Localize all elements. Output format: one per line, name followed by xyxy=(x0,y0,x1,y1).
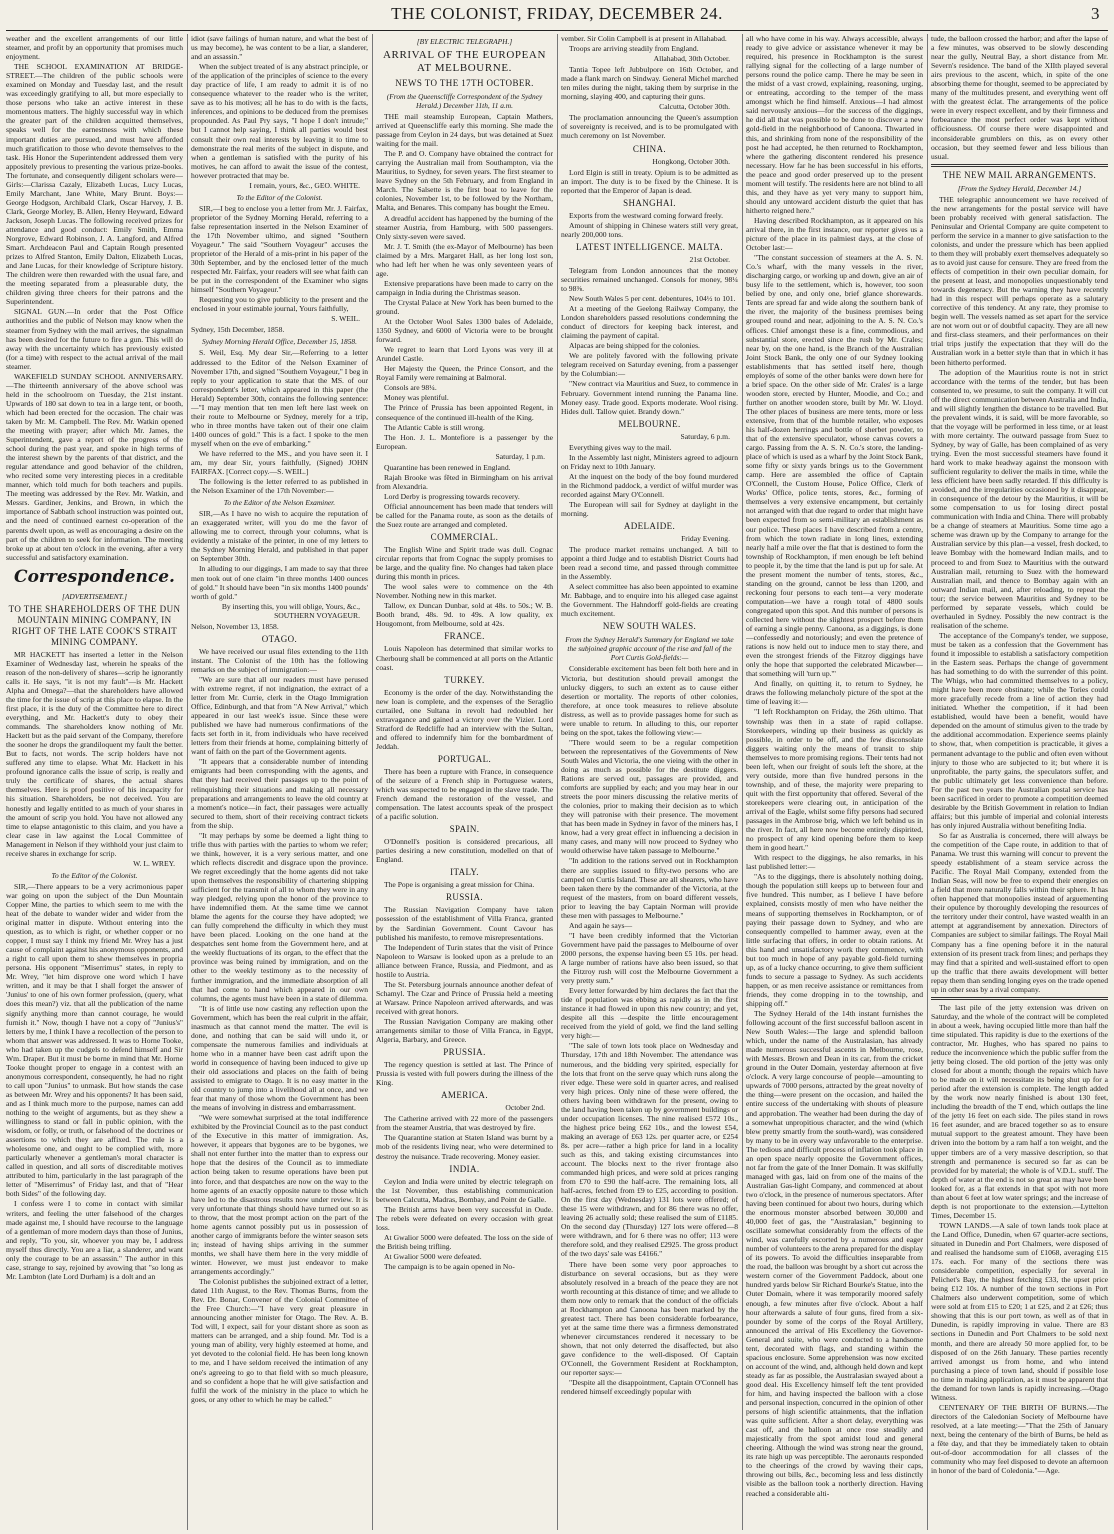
article-paragraph: "In addition to the rations served out in Rockhampton there are supplies issued to fifty-two persons who are camped on Curtis Island. These are all shearers, who have been taken there by the commander of the Victoria, at the request of the masters, from on board different vessels, prior to leaving the bay Captain Norman will provide these men with passages to Melbourne." xyxy=(561,856,738,920)
article-paragraph: A select committee has also been appointed to examine Mr. Babbage, and to enquire into his alleged case against the Government. The Hahndorff gold-fields are creating much excitement. xyxy=(561,582,738,619)
article-paragraph: Ceylon and India were united by electric telegraph on the 1st November, thus establishing communication between Calcutta, Madras, Bombay, and Point de Galle. xyxy=(376,1176,553,1204)
article-paragraph: "The constant succession of steamers at the A. S. N. Co.'s wharf, with the many vessels in the river, discharging cargo, or working up and down, give an air of busy life to the settlement, which is, however, too soon belied by one, and only one, brief glance shorewards. Tents are spread far and wide along the southern bank of the river, the majority of the business premises being grouped round and near, adjoining to the A. S. N. Co.'s offices. Chief amongst these is a fine, commodious, and substantial store, erected since the rush by Mr. Crales; near by, on the one hand, is the Branch of the Australian Joint Stock Bank, the only one of our Sydney looking establishments that has settled itself here, though employés of some of the other banks were down here for a brief space. On the other side of Mr. Crales' is a large wooden store, erected by Hunter, Moodie, and Co.; and further on another wooden store, built by Mr. W. Lloyd. The other places of business are mere tents, more or less extensive, from that of the humble retailer, who exposes his half-dozen herrings and bottle of sherbet powder, to that of the extensive speculator, whose canvas covers a cargo. Passing from the A. S. N. Co.'s store, the landing-place of which is used as a wharf by the Joint Stock Bank, some fifty or sixty yards brings us to the Government camp. Here are assembled the office of Captain O'Connell, the Custom House, Police Office, Clerk of Works' Office, police tents, stores, &c., forming of themselves a very extensive encampment, but certainly not arranged with that due regard to order that might have been expected from so semi-military an establishment as our police. These places I have described from a centre, from which the town radiate in long lines, extending nearly half a mile over the flat that is destined to form the township of Rockhampton, if men enough be left behind to people it, by the time that the land is put up for sale. At the present moment the number of tents, stores, &c., standing on the ground, cannot be less than 1200, and reckoning four persons to each tent—a very moderate computation—we have a rough total of 4800 souls congregated upon this spot. And this number of persons is collected here without the slightest prospect before them of earning a single penny. Canoona, as a diggings, is done—confessedly and notoriously; and even the pretence of rations is now held out to induce men to stay there, and even the strongest friends of the Fitzroy diggings have only the hope that supported the celebrated Micawber—that something will 'turn up.'" xyxy=(746,253,923,679)
signature-line: Saturday, 6 p.m. xyxy=(680,431,730,441)
article-heading: To the Editor of the Colonist. xyxy=(51,870,138,880)
article-paragraph: Quarantine has been renewed in England. xyxy=(384,462,511,472)
article-paragraph: MR HACKETT has inserted a letter in the Nelson Examiner of Wednesday last, wherein he speaks of the reason of the non-delivery of shares—scrip he ignorantly calls it. He says, "it is not my fault"—is Mr. Hackett Alpha and Omega?—that the shareholders have allowed the time for the issue of scrip at this place to elapse. In the first place, it is the duty of the Committee here to direct everything, and Mr. Hackett's duty to obey their commands. The shareholders know nothing of Mr. Hackett but as the paid servant of the Company, therefore the sooner he drops the grandiloquent my fault the better. But to facts, not words. The scrip holders have not suffered any time to elapse. What Mr. Hackett in his profound ignorance calls the issue of scrip, is really and truly the certificate of shares, the actual shares themselves. Here is proof positive of his incapacity for his situation. Shareholders, be not deceived. You are honestly and legally entitled to as much of your shares in the amount of scrip you hold. You have not allowed any time to elapse antagonistic to this claim, and you have a clear case in law against the Local Committee of Management in Nelson if they withhold your just claim to receive shares in exchange for scrip. xyxy=(6,649,183,858)
article-paragraph: And again he says— xyxy=(569,920,633,930)
article-paragraph: The produce market remains unchanged. A bill to appoint a third Judge and to establish District Courts had been read a second time, and passed through committee in the Assembly. xyxy=(561,545,738,582)
article-heading: PRUSSIA. xyxy=(443,1047,486,1058)
article-paragraph: "As to the diggings, there is absolutely nothing doing, though the population still keeps up to between four and five hundred. This number, as I believe I have before explained, consists mostly of men who have neither the means of supporting themselves in Rockhampton, or of paying their passage down to Sydney, and who are consequently compelled to hammer away, even at the little surfacing that offers, in order to obtain rations. At this hand and unsatisfactory work they commence, with but too much in hope of any payable gold-field turning up, as of a lucky chance occurring, to give them sufficient funds to secure a passage to Sydney. As such accidents happen, or as men receive assistance or remittances from friends, they come dropping in to the township, and shipping off." xyxy=(746,872,923,1008)
signature-line: Allahabad, 30th October. xyxy=(653,54,730,64)
signature-line: October 2nd. xyxy=(505,1103,545,1113)
article-heading: LATEST INTELLIGENCE. MALTA. xyxy=(575,241,724,252)
article-heading: Sydney Morning Herald Office, December 15, 1858. xyxy=(202,337,357,347)
article-paragraph: The adoption of the Mauritius route is not in strict accordance with the terms of the tender, but has been consented to, we presume, to suit the company. It will cut off the direct communication between Australia and India, and will slightly lengthen the distance to be travelled. But the prevalent winds, it is said, will be more favorable, so that the voyage will be performed in less time, or at least with more certainty. The outward passage from Suez to Sydney, by way of Galle, has been complained of as very trying. Even the most successful steamers have found it hard work to make headway against the monsoon with sufficient regularity to deliver the mails in time, while the less efficient have been sadly retarded. If this difficulty is avoided, and the irregularities occasioned by it disappear, in consequence of the detour by the Mauritius, it will be some compensation to us for losing direct postal communication with India and China. There will probably be a change of steamers at Mauritius. Some time ago a scheme was drawn up by the Company to arrange for the Australian service by this plan—a vessel, fresh docked, to leave Bombay with the homeward Indian mails, and to proceed to and from Suez to Mauritius with the outward Australian mail, returning to Suez with the homeward Australian mail, and thence to Bombay again with an outward Indian mail, and, after reloading, to repeat the tour; the service between Mauritius and Sydney to be performed by separate vessels, which could be overhauled in Sydney. Possibly the new contract is the realisation of the scheme. xyxy=(931,367,1108,630)
article-paragraph: Tantia Topee left Jubbulpore on 16th October, and made a flank march on Sindway. General Michel marched ten miles during the night, taking them by surprise in the morning, slaying 400, and capturing their guns. xyxy=(561,65,738,102)
article-paragraph: Everything gives way to the mail. xyxy=(569,442,672,452)
article-paragraph: "New contract via Mauritius and Suez, to commence in February. Government intend running the Panama line. Money easy. Trade good. Exports moderate. Wool rising. Hides dull. Tallow quiet. Brandy down." xyxy=(561,379,738,416)
column-divider xyxy=(187,34,188,1530)
article-heading: RUSSIA. xyxy=(445,892,484,903)
article-heading: To the Editor of the Colonist. xyxy=(236,192,323,202)
article-heading: TO THE SHAREHOLDERS OF THE DUN MOUNTAIN MINING COMPANY, IN RIGHT OF THE LATE COOK'S STRAIT MINING COMPANY. xyxy=(8,603,181,647)
article-paragraph: The Independent of Turin states that the visit of Prince Napoleon to Warsaw is looked upon as a prelude to an alliance between France, Russia, and Piedmont, and as hostile to Austria. xyxy=(376,942,553,979)
article-paragraph: In the Assembly last night, Ministers agreed to adjourn on Friday next to 10th January. xyxy=(561,452,738,471)
article-paragraph: The Catherine arrived with 22 more of the passengers from the steamer Austria, that was destroyed by fire. xyxy=(376,1114,553,1133)
article-paragraph: SIGNAL GUN.—In order that the Post Office authorities and the public of Nelson may know when the steamer from Sydney with the mail arrives, the signalman has been desired for the future to fire a gun. This will do away with the uncertainty which has previously existed (for a time) with respect to the actual arrival of the mail steamer. xyxy=(6,307,183,371)
article-heading: (From the Queenscliffe Correspondent of the Sydney Herald.) December 11th, 11 a.m. xyxy=(386,92,543,110)
article-paragraph: "The sale of town lots took place on Wednesday and Thursday, 17th and 18th November. The attendance was numerous, and the bidding very spirited, especially for the lots that front on the serve quay which runs along the river edge. These were sold in quarter acres, and realised very high prices. Only nine of these were offered, the others having been withdrawn for the present, owing to the land having been taken up by government buildings or under occupation licenses. The nine realised £572 10s., the highest price being £62 10s., and the lowest £54, making an average of £63 12s. per quarter acre, or £254 8s. per acre—rather a high price for land in a locality such as this, and taking existing circumstances into account. The blocks next to the river frontage also commanded high prices, and were sold at prices ranging from £70 to £90 the half-acre. The remaining lots, all half-acres, fetched from £9 to £25, according to position. On the first day (Wednesday) 131 lots were offered; of these 15 were withdrawn, and for 86 there was no offer, leaving 26 actually sold; these realised the sum of £1185. On the second day (Thursday) 127 lots were offered—8 were withdrawn, and for 6 there was no offer; 113 were therefore sold, and they realised £2925. The gross product of the two days' sale was £4166." xyxy=(561,1041,738,1259)
article-paragraph: At the inquest on the body of the boy found murdered in the Richmond paddock, a verdict of wilful murder was recorded against Mary O'Connell. xyxy=(561,471,738,499)
section-heading: Correspondence. xyxy=(14,566,175,587)
article-paragraph: weather and the excellent arrangements of our little steamer, and profit by an opportunity that promises much enjoyment. xyxy=(6,34,183,62)
article-paragraph: "We are sure that all our readers must have perused with extreme regret, if not indignation, the extract of a letter from Mr. Currie, clerk in the Otago Immigration Office, Edinburgh, and that from "A New Arrival," which appeared in our last week's issue. Since these were published we have had numerous confirmations of the facts set forth in it, from individuals who have received letters from their friends at home, complaining bitterly of want of faith on the part of the Government agents. xyxy=(191,674,368,757)
article-paragraph: S. Weil, Esq. My dear Sir,—Referring to a letter addressed to the Editor of the Nelson Examiner of November 17th, and signed "Southern Voyageur," I beg in reply to your application to state that the MS. of our correspondent's letter, which appeared in this paper (the Herald) September 30th, contains the following sentence:—"I may mention that ten men left here last week on their route to Melbourne or Sydney, merely for a trip, who in three months have taken out of their one claim 1400 ounces of gold." This is a fact. I spoke to the men myself when on the eve of embarking." xyxy=(191,348,368,448)
article-heading: PORTUGAL. xyxy=(437,753,492,764)
article-paragraph: "We were somewhat surprised at the total indifference exhibited by the Provincial Council as to the past conduct of the Executive in this matter of immigration. As, however, it appears that bygones are to be bygones, we shall not enter further into the matter than to express our hope that the desires of the Council as to immediate action being taken to resume operations have been put into force, and that despatches are now on the way to the home agents of an exactly opposite nature to those which have led to the disastrous results now under review. It is very unfortunate that things should have turned out so as to throw, that the most prompt action on the part of the home agents cannot possibly put us in possession of another cargo of immigrants before the winter season sets in; instead of having ships arriving in the summer months, we shall have them here in the very middle of winter. However, we must just endeavor to make arrangements accordingly." xyxy=(191,1113,368,1276)
article-heading: ARRIVAL OF THE EUROPEAN AT MELBOURNE. xyxy=(382,49,547,74)
article-paragraph: The British arms have been very successful in Oude. The rebels were defeated on every occasion with great loss. xyxy=(376,1204,553,1232)
article-paragraph: Her Majesty the Queen, the Prince Consort, and the Royal Family were remaining at Balmoral. xyxy=(376,364,553,383)
column-divider xyxy=(742,34,743,1530)
article-paragraph: "It appears that a considerable number of intending emigrants had been corresponding with the agents, and that they had received their passages up to the point of relinquishing their situations and making all necessary preparations and arrangements to leave the old country at a moment's notice—in fact, their passages were actually secured to them, short of their receiving contract tickets from the ship. xyxy=(191,757,368,830)
article-paragraph: At Gwalior 5000 were defeated. xyxy=(384,1251,482,1261)
article-paragraph: The regency question is settled at last. The Prince of Prussia is vested with full powers during the illness of the King. xyxy=(376,1060,553,1088)
article-paragraph: The Sydney Herald of the 14th instant furnishes the following account of the first successful balloon ascent in New South Wales:—The large and splendid balloon which, under the name of the Australasian, has already made numerous successful ascents in Melbourne, rose, with Messrs. Brown and Dean in its car, from the cricket ground in the Outer Domain, yesterday afternoon at five o'clock. A very large concourse of people—amounting to upwards of 7000 persons, attracted by the great novelty of the thing—were present on the occasion, and hailed the entire success of the undertaking with shouts of pleasure and approbation. The weather had been during the day of a somewhat unpropitious character, and the wind (which blew pretty smartly from the south-ward), was considered by many to be in every way unfavorable to the enterprise. The tedious and difficult process of inflation took place in an open space nearly opposite the Government offices, not far from the gate of the Inner Domain. It was skilfully managed with gas, laid on from one of the mains of the Australian Gas-light Company, and commenced at about two o'clock, in the presence of numerous spectators. After having been continued for about two hours, during which the enormous monster absorbed between 30,000 and 40,000 feet of gas, the "Australasian," beginning to oscillate somewhat considerably from the effects of the wind, was carefully escorted by a numerous and eager number of volunteers to the arena prepared for the display of its powers. To avoid the difficulties inseparable from the road, the balloon was brought by a short cut across the western corner of the Government Paddock, about one hundred yards below Sir Richard Bourke's Statue, into the Outer Domain, where it was temporarily moored safely enough, a few minutes after five o'clock. About a half hour afterwards a salute of four guns, fired from a six-pounder by some of the corps of the Royal Artillery, announced the arrival of His Excellency the Governor-General and suite, who were conducted to a handsome tent, decorated with flags, and standing within the spacious enclosure. Some apprehension was now excited on account of the wind, and, although held down and kept steady as far as possible, the Australasian swayed about a good deal. His Excellency himself left the tent provided for him, and having inspected the balloon with a close and personal inspection, concurred in the opinion of other persons of high scientific attainments, that the inflation was quite sufficient. After a short delay, everything was cast off, and the balloon at once rose steadily and majestically from the spot amidst loud and general cheering. Although the wind was strong near the ground, its rate high up was perceptible. The aeronauts responded to the cheerings of the crowd by waving their caps, throwing out bills, &c., becoming less and less distinctly visible as the balloon took a northerly direction. Having reached a considerable alti- xyxy=(746,1009,923,1498)
article-heading: OTAGO. xyxy=(261,633,298,644)
article-paragraph: The P. and O. Company have obtained the contract for carrying the Australian mail from Southampton, via the Mauritius, to Sydney, for seven years. The first steamer to leave Sydney on the 5th February, and from England in March. The Salsette is the first boat to leave for the colonies, November 1st, to be followed by the Northam, Malta, and Benares. This company has bought the Emeu. xyxy=(376,149,553,213)
article-paragraph: Consols are 98¼. xyxy=(384,383,437,393)
masthead xyxy=(0,4,1114,30)
article-paragraph: Considerable excitement has been felt both here and in Victoria, but destitution should prevail amongst the unlucky diggers, to such an extent as to cause either desertion or mortality. The reports of other colonies, therefore, at once took measures to relieve absolute distress, as well as to provide passages home for such as were unable to return. In alluding to this, our reporter being on the spot, takes the following view:— xyxy=(561,664,738,737)
article-paragraph: The Pope is organising a great mission for China. xyxy=(384,880,535,890)
article-paragraph: Tallow, ex Duncan Dunbar, sold at 48s. to 50s.; W. B. Booth brand, 48s. 9d. to 49s. A low quality, ex Hougomont, from Melbourne, sold at 42s. xyxy=(376,601,553,629)
article-paragraph: Lord Elgin is still in treaty. Opium is to be admitted as an import. The duty is to be fixed by the Chinese. It is reported that the Emperor of Japan is dead. xyxy=(561,167,738,195)
article-paragraph: And finally, on quitting it, to return to Sydney, he draws the following melancholy picture of the spot at the time of leaving it:— xyxy=(746,679,923,707)
column-3 xyxy=(376,34,553,1530)
article-paragraph: The European will sail for Sydney at daylight in the morning. xyxy=(561,499,738,519)
article-paragraph: "I left Rockhampton on Friday, the 26th ultimo. That township was then in a state of rapid collapse. Storekeepers, winding up their business as quickly as possible, in order to be off, and the few disconsolate diggers waiting only the means of transit to ship themselves to more promising regions. Their tents had not been left, when our freight of souls left the shore, at the very outside, more than five hundred persons in the township, and of these, the majority were preparing to quit with the first opportunity that offered. Several of the storekeepers were clearing out, in anticipation of the arrival of the Eagle, whilst some fifty persons had secured passages in the Ambrose brig, which we left behind us in the river. In fact, all here now become entirely dispirited, no prospect of any kind opening before them to keep them in good heart." xyxy=(746,707,923,853)
article-heading: NEW SOUTH WALES. xyxy=(602,621,697,632)
article-paragraph: Extensive preparations have been made to carry on the campaign in India during the Christmas season. xyxy=(376,278,553,297)
signature-line: By inserting this, you will oblige, Yours, &c., SOUTHERN VOYAGEUR. xyxy=(221,601,360,620)
article-paragraph: The last pile of the jetty extension was driven on Saturday, and the whole of the contract will be completed in about a week, having occupied little more than half the time stipulated. This rapidity is due to the exertions of the contractor, Mr. Hughes, who has spared no pains to reduce the inconvenience which the public suffer from the jetty being closed. The old portion of the jetty was only closed for about a month; though the repairs which have to be made on it will necessitate its being shut up for a period after the extension is complete. The length added by the work now nearly finished is about 130 feet, including the breadth of the T end, which outlaps the line of the jetty 16 feet on each side. The piles stand in rows 16 feet asunder, and are braced together so as to ensure mutual support to the greatest amount. They have been driven into the bottom by a ram half a ton weight, and the upper timbers are of a very massive description, so that strength and permanence is secured so far as can be provided for by material; the whole is of V.D.L. stuff. The depth of water at the end is not so great as may have been looked for, as a flat extends in that spot with not more than about 6 feet at low water springs; and the increase of depth is not proportionate to the extension.—Lyttelton Times, December 15. xyxy=(931,1002,1108,1220)
article-paragraph: Troops are arriving steadily from England. xyxy=(569,44,699,54)
article-paragraph: "It may perhaps by some be deemed a light thing to trifle thus with parties with the parties to whom we refer; we think, however, it is a very serious matter, and one which reflects discredit and disgrace upon the province. We regret exceedingly that the home agents did not take upon themselves the responsibility of chartering shipping sufficient for the transmit of all to whom they were in any way pledged, relying upon the honor of the province to have indemnified them. At the same time we cannot blame the agents for the course they have adopted; we can fully comprehend the difficulty in which they must have been placed. Looking on the one hand at the despatches sent home from the Government here, and at the weekly fluctuations of its organ, to the effect that the province was being ruined by immigration, and on the other to the weekly testimony as to the necessity of further immigration, and the immediate absorption of all that had come to hand which appeared in our own columns, the agents must have been in a state of dilemma. xyxy=(191,830,368,1003)
article-paragraph: The acceptance of the Company's tender, we suppose, must be taken as a confession that the Government has found it impossible to establish a satisfactory competition in the Eastern seas. Perhaps the change of government has had something to do with the surrender of this point. The Whigs, who had committed themselves to a policy, might have been more obstinate; while the Tories could more gracefully recede from a line of action they had initiated. Whether the competition, if it had been established, would have been a benefit, would have depended on the amount of stimulus given to the trade by the additional accommodation. Experience seems plainly to show, that, when competition is practicable, it gives a permanent advantage to the public and often even without injury to those who are subjected to it; but where it is unprofitable, the party gains, the speculators suffer, and the public ultimately get less convenience than before. For the past two years the Australian postal service has been sacrificed in order to promote a competition deemed desirable by the British Government in relation to Indian affairs; but this jumble of imperial and colonial interests has only injured Australia without benefiting India. xyxy=(931,630,1108,830)
article-heading: TURKEY. xyxy=(444,674,485,685)
article-paragraph: The Russian Navigation Company are making other arrangements similar to those of Villa Franca, in Egypt, Algeria, Barbary, and Greece. xyxy=(376,1016,553,1045)
article-paragraph: WAKEFIELD SUNDAY SCHOOL ANNIVERSARY.—The thirteenth anniversary of the above school was held in the schoolroom on Tuesday, the 21st instant. Upwards of 180 sat down to tea in a large tent, or booth, which had been erected for the occasion. The chair was taken by Mr. M. Campbell. The Rev. Mr. Watkin opened the meeting with prayer; after which Mr. James, the Superintendent, gave a report of the progress of the school during the past year, and spoke in high terms of the interest shewn by the parents of that district, and the regular attendance and good behavior of the children, who recited some very interesting pieces in a creditable manner, which told much for both teachers and pupils. The meeting was addressed by the Rev. Mr. Watkin, and Messrs. Gardiner, Jenkins, and Brown, in which the importance of Sabbath school instruction was pointed out, and the need of continued earnest co-operation of the parents dwelt upon, as well as encouraging a desire on the part of the children to seek for information. The meeting broke up at about ten o'clock in the evening, after a very successful and satisfactory examination. xyxy=(6,371,183,562)
signature-line: Saturday, 1 p.m. xyxy=(495,451,545,461)
article-paragraph: Official announcement has been made that tenders will be called for the Panama route, as soon as the details of the Suez route are arranged and completed. xyxy=(376,501,553,530)
article-paragraph: In alluding to our diggings, I am made to say that three men took out of one claim "in three months 1400 ounces of gold." It should have been "in six months 1400 pounds' worth of gold." xyxy=(191,564,368,601)
article-paragraph: "Despite all the disappointment, Captain O'Connell has rendered himself exceedingly popular with xyxy=(561,1378,738,1397)
article-paragraph: SIR,—There appears to be a very acrimonious paper war going on upon the subject of the Dun Mountain Copper Mine, the parties to which seem to me with the heat of the debate to wander wider and wider from the original matter in dispute. Without entering into the question, as to which is right, or whether copper or no copper, I must say I think my friend Mr. Wrey has a just cause of complaint against his anonymous opponents, and a right to call upon them to shew themselves in propria persona. His opponent "Miserrimus" states, in reply to Mr. Wrey, "let him disprove one word which I have written, and it may be that I shall forget the answer of 'Junius' to one of his own former profession, (query, what does this mean?) viz. that all the publication of the name signify anything more than cannot courage, he would furnish it." Now, though I have not a copy of "Junius's" letters by me, I think I have a recollection of the person to whom that answer was addressed. It was to Horne Tooke, who had taken up the cudgels to defend himself and Sir Wm. Draper. But it must be borne in mind that Mr. Horne Tooke thought proper to engage in a contest with an anonymous correspondent, consequently, he had no right to call upon "Junius" to unmask. But how stands the case as between Mr. Wrey and his opponents? It has been said, and as I think much more to the purpose, names can add nothing to the weight of arguments, but as they shew a willingness to stand or fall in public opinion, with the wisdom, or folly, or truth, or falsehood of the doctrines or assertions to which they are affixed. The rule is a wholesome one, and ought to be complied with, more particularly whenever a gentleman's moral character is called in question, and all sorts of discreditable motives attributed to him, particularly in the last paragraph of the letter of "Miserrimus" of Friday last, and that of "Hear both Sides" of the following day. xyxy=(6,881,183,1199)
article-paragraph: Nelson, November 13, 1858. xyxy=(191,621,279,631)
article-paragraph: The St. Petersburg journals announce another defeat of Schamyl. The Czar and Prince of Prussia held a meeting at Warsaw. Prince Napoleon arrived afterwards, and was received with great honors. xyxy=(376,979,553,1016)
article-paragraph: The campaign is to be again opened in No- xyxy=(384,1261,515,1271)
column-5 xyxy=(746,34,923,1530)
article-paragraph: TOWN LANDS.—A sale of town lands took place at the Land Office, Dunedin, when 67 quarter-acre sections, situated in Dunedin and Port Chalmers, were disposed of and realised the handsome sum of £1068, averaging £15 17s. each. For many of the sections there was considerable competition, especially for several in Pelichet's Bay, the highest fetching £33, the upset price being £12 10s. A number of the town sections in Port Chalmers also underwent competition, some of which were sold at from £15 to £20; 1 at £25, and 2 at £26; thus showing that this is our port town, as well as of that in Dunedin, is rapidly improving in value. There are 83 sections in Dunedin and Port Chalmers to be sold next month, and there are already 50 more applied for, to be disposed of on the 26th January. These parties recently arrived amongst us from home, and who intend purchasing a piece of town land, should if possible lose no time in making application, as it must be apparent that the demand for town lands is rapidly increasing.—Otago Witness. xyxy=(931,1220,1108,1402)
article-paragraph: We have referred to the MS., and you have seen it. I am, my dear Sir, yours faithfully, (Signed) JOHN FAIRFAX. [Correct copy.—S. WEIL.] xyxy=(191,448,368,477)
article-paragraph: THE telegraphic announcement we have received of the new arrangements for the postal service will have been probably received with general satisfaction. The Peninsular and Oriental Company are quite competent to perform the service in a manner to give satisfaction to the colonists, and under the pressure which has been applied to them they will probably exert themselves adequately so as to avoid just cause for censure. They are freed from the effects of competition in their own peculiar domain, for the present at least, and monopolies unquestionably tend towards degeneracy. But the warning they have recently had in this respect will perhaps operate as a salutary corrective of this tendency. At any rate, they promise to begin well. The vessels named as set apart for the service are not worn out or of doubtful capacity. They are all new and first-class steamers, and their performances on their trial trips justify the expectation that they will do the Australian work in a better style than that in which it has been hitherto performed. xyxy=(931,194,1108,367)
article-paragraph: The Quarantine station at Staten Island was burnt by a mob of the residents living near, who were determined to destroy the nuisance. Trade recovering. Money easier. xyxy=(376,1133,553,1161)
article-paragraph: tude, the balloon crossed the harbor; and after the lapse of a few minutes, was observed to be slowly descending near the gully, Neutral Bay, a short distance from Mr. Severn's residence. The band of the XIIth played several airs previous to the ascent, which, in spite of the one absorbing theme for thought, seemed to be appreciated by many of the multitudes present, and everything went off with the greatest éclat. The arrangements of the police were in every respect excellent, and by their firmness and forbearance the most perfect order was kept without officiousness. Of course there were disappointed and inconsiderable grumblers on this, as on every other occasion, but they seemed fewer and less bilious than usual. xyxy=(931,34,1108,161)
article-paragraph: The Colonist publishes the subjoined extract of a letter, dated 11th August, to the Rev. Thomas Burns, from the Rev. Dr. Bonar, Convener of the Colonial Committee of the Free Church:—"I have very great pleasure in announcing another minister for Otago. The Rev. A. B. Tod will, I expect, sail for your distant shore as soon as matters can be arranged, and a ship found. Mr. Tod is a young man of ability, very highly esteemed at home, and yet devoted to the colonial field. He has been long known to me, and I have seldom received the intimation of any one's agreeing to go to that field with so much pleasure, and so confident a hope that he will give satisfaction and fulfil the work of the ministry in the place to which he goes, or any other to which he may be called." xyxy=(191,1277,368,1404)
article-paragraph: The Atlantic Cable is still wrong. xyxy=(384,422,485,432)
article-paragraph: With respect to the diggings, he also remarks, in his last published letter:— xyxy=(746,853,923,872)
article-paragraph: SIR,—As I have no wish to acquire the reputation of an exaggerated writer, will you do me the favor of allowing me to correct, through your columns, what is evidently a mistake of the printer, in one of my letters to the Sydney Morning Herald, and published in that paper on September 30th. xyxy=(191,509,368,564)
article-paragraph: The wool sales were to commence on the 4th November. Nothing new in this market. xyxy=(376,582,553,601)
article-paragraph: Money was plentiful. xyxy=(384,393,449,403)
column-divider xyxy=(557,34,558,1530)
signature-line: S. WEIL. xyxy=(331,314,360,324)
article-paragraph: Amount of shipping in Chinese waters still very great, nearly 200,000 tons. xyxy=(561,220,738,239)
signature-line: Hongkong, October 30th. xyxy=(652,156,730,166)
article-heading: ITALY. xyxy=(450,867,479,878)
column-2 xyxy=(191,34,368,1530)
article-paragraph: Requesting you to give publicity to the present and the enclosed in your estimable journal, Yours faithfully, xyxy=(191,295,368,314)
article-paragraph: Telegram from London announces that the money securities remained unchanged. Consols for money, 98¼ to 98⅜. xyxy=(561,265,738,293)
article-paragraph: Sydney, 15th December, 1858. xyxy=(191,325,285,335)
article-heading: SHANGHAI. xyxy=(623,197,676,208)
article-heading: [BY ELECTRIC TELEGRAPH.] xyxy=(416,37,513,46)
article-paragraph: A dreadful accident has happened by the burning of the steamer Austria, from Hamburg, with 500 passengers. Only sixty-seven were saved. xyxy=(376,213,553,241)
article-paragraph: THE mail steamship European, Captain Mathers, arrived at Queenscliffe early this morning. She made the passage from Ceylon in 24 days, but was detained at Suez waiting for the mail. xyxy=(376,112,553,149)
signature-line: I remain, yours, &c., GEO. WHITE. xyxy=(249,180,360,190)
article-paragraph: O'Donnell's position is considered precarious, all parties desiring a new constitution, modelled on that of England. xyxy=(376,837,553,865)
article-paragraph: There has been a rupture with France, in consequence of the seizure of a French ship in Portuguese waters, which was suspected to be engaged in the slave trade. The French demand the restoration of the vessel, and compensation. The latest accounts speak of the prospect of a pacific solution. xyxy=(376,766,553,822)
signature-line: W. L. WREY. xyxy=(133,858,175,868)
article-paragraph: At a meeting of the Geelong Railway Company, the London shareholders passed resolutions condemning the conduct of directors for keeping back interest, and claiming the payment of capital. xyxy=(561,304,738,341)
masthead-rule xyxy=(6,30,1108,31)
article-paragraph: vember. Sir Colin Campbell is at present in Allahabad. xyxy=(561,34,727,43)
article-heading: AMERICA. xyxy=(441,1090,488,1101)
signature-line: Friday Evening. xyxy=(681,534,730,544)
article-heading: INDIA. xyxy=(449,1163,480,1174)
column-6 xyxy=(931,34,1108,1530)
article-paragraph: So far as Australia is concerned, there will always be the competition of the Cape route, in addition to that of Panama. We trust this warning will concur to prevent the speedy establishment of a steam service across the Pacific. The Royal Mail Company, extended from the Indian Seas, will now be free to expend their energies on a field that more naturally falls within their sphere. It has often happened that monopolies instead of arguementing their opulence by thoroughly developing the resources of the territory under their control, have wasted wealth in an attempt at aggrandisement by annexation. Directors of Companies are subject to similar failings. The Royal Mail Company has a fine opening before it in the natural extension of its present track from lines; and perhaps they may find that a spirited and well-sustained effort to open up the traffic that there awaits development will better repay them than sending longing eyes on the trade opened up in other seas by a rival company. xyxy=(931,830,1108,994)
article-paragraph: Economy is the order of the day. Notwithstanding the new loan is complete, and the expenses of the Seraglio curtailed, one Sultana in revolt had redoubled her extravagance and gained a victory over the Vizier. Lord Stratford de Redcliffe had an interview with the Sultan, and offered to indemnify him for the bombardment of Jeddah. xyxy=(376,687,553,751)
article-paragraph: Alpacas are being shipped for the colonies. xyxy=(569,341,700,351)
article-heading: NEWS TO THE 17TH OCTOBER. xyxy=(395,78,534,88)
article-heading: COMMERCIAL. xyxy=(430,532,499,543)
article-paragraph: idiot (save failings of human nature, and what the best of us may become), he was content to be a liar, a slanderer, and an assassin." xyxy=(191,34,368,62)
column-divider xyxy=(927,34,928,1530)
article-paragraph: Rajah Brooke was fêted in Birmingham on his arrival from Alexandria. xyxy=(376,472,553,491)
column-1 xyxy=(6,34,183,1530)
article-paragraph: Mr. J. T. Smith (the ex-Mayor of Melbourne) has been claimed by a Mrs. Margaret Hall, as her long lost son, who had left her when he was only seventeen years of age. xyxy=(376,241,553,278)
article-paragraph: The Russian Navigation Company have taken possession of the establishment of Villa Franca, granted by the Sardinian Government. Count Cavour has published his manifesto, to remove misrepresentations. xyxy=(376,905,553,942)
column-4 xyxy=(561,34,738,1530)
article-paragraph: There have been some very poor approaches to disturbance on several occasions, but as they were absolutely resolved in a breach of the peace they are not worth recounting at this distance of time; and we allude to them now only to remark that the conduct of the officials at Rockhampton and Canoona has been marked by the greatest tact. There has been considerable forbearance, yet at the same time there was a firmness demonstrated whenever circumstances rendered it necessary to be shown, that not only deterred the disaffected, but also gave confidence to the well-disposed. Of Captain O'Connell, the Government Resident at Rockhampton, our reporter says:— xyxy=(561,1259,738,1378)
article-paragraph: We regret to learn that Lord Lyons was very ill at Arundel Castle. xyxy=(376,345,553,364)
article-paragraph: The Prince of Prussia has been appointed Regent, in consequence of the continued ill-health of the King. xyxy=(376,403,553,422)
article-paragraph: "It is of little use now casting any reflection upon the Government, which has been the real culprit in the affair, inasmuch as that cannot mend the matter. The evil is done, and nothing that can be said will undo it, or compensate the numerous families and individuals at home who in a manner have been cast adrift upon the world in consequence of having been induced to give up their old associations and places on the faith of being assisted to emigrate to Otago. It is no easy matter in the old country to jump into a livelihood all at once, and we fear that many of those whom the Government has been the means of involving in distress and embarrassment. xyxy=(191,1003,368,1113)
article-paragraph: We have received our usual files extending to the 11th instant. The Colonist of the 10th has the following remarks on the subject of immigration:— xyxy=(191,646,368,674)
columns xyxy=(6,34,1108,1530)
article-paragraph: Having described Rockhampton, as it appeared on his arrival there, in the first instance, our reporter gives us a picture of the place in its palmiest days, at the close of October last:— xyxy=(746,215,923,253)
article-heading: THE NEW MAIL ARRANGEMENTS. xyxy=(942,169,1097,180)
article-heading: ADELAIDE. xyxy=(623,521,676,532)
article-heading: FRANCE. xyxy=(444,631,485,642)
article-heading: SPAIN. xyxy=(449,824,480,835)
article-paragraph: We are politely favored with the following private telegram received on Saturday evening, from a passenger by the Columbian:— xyxy=(561,351,738,379)
article-paragraph: Louis Napoleon has determined that similar works to Cherbourg shall be commenced at all ports on the Atlantic coast. xyxy=(376,644,553,672)
article-paragraph: At Gwalior 5000 were defeated. The loss on the side of the British being trifling. xyxy=(376,1232,553,1251)
section-divider xyxy=(931,164,1108,167)
article-paragraph: New South Wales 5 per cent. debentures, 104½ to 101. xyxy=(569,294,736,304)
masthead-title: THE COLONIST, FRIDAY, DECEMBER 24. xyxy=(391,4,723,23)
article-paragraph: The proclamation announcing the Queen's assumption of sovereignty is received, and is to be promulgated with much ceremony on 1st November. xyxy=(561,113,738,141)
page-number: 3 xyxy=(1091,4,1100,23)
article-heading: MELBOURNE. xyxy=(618,418,681,429)
column-divider xyxy=(372,34,373,1530)
article-heading: To the Editor of the Nelson Examiner. xyxy=(223,498,336,508)
article-heading: CHINA. xyxy=(632,143,667,154)
article-paragraph: CENTENARY OF THE BIRTH OF BURNS.—The directors of the Caledonian Society of Melbourne have resolved, at a late meeting:—"That the 25th of January next, being the centenary of the birth of Burns, be held as a fête day, and that they be immediately taken to obtain out-of-door accommodation for all classes of the community who may feel disposed to devote an afternoon in honor of the bard of Coledonia."—Age. xyxy=(931,1402,1108,1476)
article-heading: From the Sydney Herald's Summary for England we take the subjoined graphic account of the rise and fall of the Port Curtis Gold-fields:— xyxy=(565,635,734,663)
article-paragraph: The Crystal Palace at New York has been burned to the ground. xyxy=(376,297,553,316)
section-divider xyxy=(931,997,1108,1000)
article-paragraph: The Hon. J. L. Montefiore is a passenger by the European. xyxy=(376,432,553,451)
article-paragraph: I confess were I to come in contact with similar writers, and feeling the utter falsehood of the charges made against me, I should have recourse to the language of a gentleman of more modern days than those of Junius, and reply, "To you, sir, whoever you may be, I address myself thus directly. You are a liar, a slanderer, and want only the courage to be an assassin." The author in this case, strange to say, rejoined by avowing that "so long as Mr. Lambton (late Lord Durham) is a dolt and an xyxy=(6,1199,183,1281)
article-paragraph: The following is the letter referred to as published in the Nelson Examiner of the 17th November:— xyxy=(191,477,368,496)
article-heading: [From the Sydney Herald, December 14.] xyxy=(957,183,1082,193)
article-paragraph: SIR,—I beg to enclose you a letter from Mr. J. Fairfax, proprietor of the Sydney Morning Herald, referring to a false representation inserted in the Nelson Examiner of the 17th November ultimo, and signed "Southern Voyageur." The said "Southern Voyageur" accuses the proprietor of the Herald of a mis-print in his paper of the 30th September, and by the enclosed letter of the much respected Mr. Fairfax, your readers will see what faith can be put in the correspondent of the Examiner who signs himself "Southern Voyageur." xyxy=(191,203,368,295)
signature-line: 21st October. xyxy=(689,254,730,264)
article-paragraph: When the subject treated of is any abstract principle, or of the application of the principles of science to the every day practice of life, I am ready to admit it is of no consequence whatever to the reader who is the writer, save as to his motives; all he has to do with is the facts, inferences, and opinions to be deduced from the premises propounded. As Paul Pry says, "I hope I don't intrude;" but I cannot help saying, I think all parties would best consult their own real interests by leaving it to time to demonstrate the real merits of the subject in dispute, and when a gentleman is satisfied with the purity of his motives, he can afford to await the issue of the contest, however protracted that may be. xyxy=(191,62,368,180)
article-paragraph: THE SCHOOL EXAMINATION AT BRIDGE-STREET.—The children of the public schools were examined on Monday and Tuesday last, and the result was exceedingly gratifying to all, but more especially to those persons who take an active interest in these momentous matters. The highly successful way in which the greater part of the children acquitted themselves, speaks well for the earnestness with which these important duties are pursued, and must have afforded much gratification to those who devote themselves to the task. His Honor the Superintendent addressed them very appositely previous to presenting the various prize-books. The fortunate, and consequently diligent scholars were—Girls:—Clarissa Cazaly, Elizabeth Lucas, Lucy Lucas, Emily Marchant, Jane White, Mary Brunt. Boys:—George Hodgson, Archibald Clark, Oscar Harvey, J. B. Clark, George Morley, B. Allen, Henry Heyward, Edward Jackson, Joseph Lucas. The following received prizes for attendance and good conduct: Emily Smith, Emma Norgrove, Edward Robinson, J. A. Langford, and Alfred Smart. Archdeacon Paul and Captain Rough presented prizes to Alfred Stanton, Emily Dalton, Elizabeth Lucas, and Jane Lucas, for their knowledge of Scripture history. The children were then rewarded with the usual fare, and the meeting separated from a pleasurable duty, the children giving three cheers for their patrons and the Superintendent. xyxy=(6,62,183,307)
article-paragraph: At the October Wool Sales 1300 bales of Adelaide, 1350 Sydney, and 6000 of Victoria were to be brought forward. xyxy=(376,317,553,345)
article-paragraph: Every letter forwarded by him declares the fact that the tide of population was ebbing as rapidly as in the first instance it had flowed in upon this new country; and yet, despite all this —despite the little encouragement received from the yield of gold, we find the land selling very high:— xyxy=(561,986,738,1041)
article-paragraph: The English Wine and Spirit trade was dull. Cognac circular reports that from Cognac the supply promises to be large, and the quality fine. No changes had taken place during this month in prices. xyxy=(376,545,553,582)
article-paragraph: "I have been credibly informed that the Victorian Government have paid the passages to Melbourne of over 2000 persons, the expense having been £5 10s. per head. A large number of rations have also been issued, so that the Fitzroy rush will cost the Melbourne Government a very pretty sum." xyxy=(561,930,738,986)
article-paragraph: all who have come in his way. Always accessible, always ready to give advice or assistance whenever it may be required, his presence in Rockhampton is the surest rallying signal for the collecting of a large number of persons round the police camp. There he may be seen in the midst of a vast crowd, explaining, reasoning, urging, or entreating, according to the temper of the mass amongst which he find himself. Anxious—I had almost said nervously anxious—for the success of the diggings, he did all that was possible to be done to discover a new gold-field in the neighborhood of Canoona. Thwarted in this, and shrinking from none of the responsibility of the post he had accepted, he then returned to Rockhampton, where the gathering discontent rendered his presence necessary. How far he has been successful in his efforts, the peace and good order preserved up to the present moment will testify. The residents here are not blind to all this, and they have as yet very many to support him, should any untoward accident disturb the quiet that has hitherto reigned here." xyxy=(746,34,923,215)
article-heading: [ADVERTISEMENT.] xyxy=(62,591,127,601)
signature-line: Calcutta, October 30th. xyxy=(659,102,730,112)
article-paragraph: Lord Derby is progressing towards recovery. xyxy=(384,491,520,501)
article-paragraph: "There would seem to be a regular competition between the representatives of the Governments of New South Wales and Victoria, the one vieing with the other in doing as much as possible for the destitute diggers. Rations are served out, passages are provided, and comforts are supplied by each; and you may hear in our streets the poor miners discussing the relative merits of the colonies, prior to making their decision as to which they will patronise with their presence. The movement that has been made in Sydney in favor of the miners has, I know, had a very great effect in influencing a decision in many cases, and many will now proceed to Sydney who would otherwise have taken passage to Melbourne." xyxy=(561,737,738,856)
article-paragraph: Exports from the westward coming forward freely. xyxy=(569,210,724,220)
